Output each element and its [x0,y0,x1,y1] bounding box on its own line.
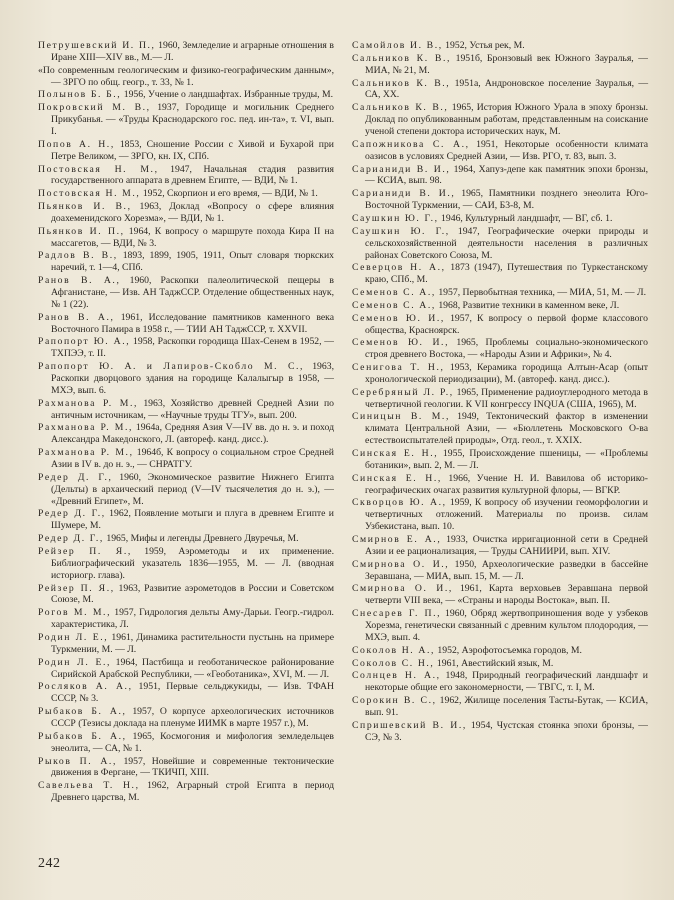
bibliography-entry [38,139,334,163]
entry-text: 1962, Жилище поселения Тасты-Бутак, — КСИА, вып. 91. [365,695,648,718]
bibliography-entry [352,53,648,77]
bibliography-entry [352,300,648,312]
bibliography-entry [38,780,334,804]
entry-text: 1951, Некоторые особенности климата оазисов в условиях Средней Азии, — Изв. РГО, т. 83, вып. 3. [365,138,648,162]
entry-author: Рейзер П. Я., [38,545,132,557]
entry-author: Родин Л. Е., [38,631,109,643]
entry-text: 1963, Развитие аэрометодов в России и Советском Союзе, М. [51,582,334,606]
entry-text: 1960, Обряд жертвоприношения воде у узбеков Хорезма, генетически связанный с древним культом плодородия, — МХЭ, вып. 4. [365,608,648,643]
entry-text: 1964, Хапуз-депе как памятник эпохи бронзы, — КСИА, вып. 98. [365,163,648,187]
entry-author: Рогов М. М., [38,607,112,619]
entry-text: 1951, Первые сельджукиды, — Изв. ТФАН СССР, № 3. [51,681,334,705]
bibliography-entry [352,583,648,607]
entry-text: 1952, Скорпион и его время, — ВДИ, № 1. [140,188,318,200]
entry-text: 1961, Карта верховьев Зеравшана первой четверти VIII века, — «Страны и народы Востока», вып. II. [365,583,648,607]
entry-author: Попов А. Н., [38,138,115,150]
entry-author: Полынов Б. Б., [38,89,122,101]
entry-author: Пьянков И. П., [38,225,125,237]
entry-author: Рахманова Р. М., [38,447,134,459]
entry-text: 1963, Хозяйство древней Средней Азии по античным источникам, — «Научные труды ТГУ», вып. 200. [51,397,334,421]
entry-author: Смирнова О. И., [352,583,453,595]
entry-author: Рыбаков Б. А., [38,706,127,718]
entry-text: 1965, Памятники позднего энеолита Юго-Восточной Туркмении, — САИ, Б3-8, М. [365,188,648,212]
entry-author: Ранов В. А., [38,275,121,287]
entry-text: 1961, Авестийский язык, М. [434,657,554,669]
bibliography-entry [38,533,334,545]
entry-author: Ранов В. А., [38,311,115,323]
bibliography-entry [38,632,334,656]
entry-text: 1952, Аэрофотосъемка городов, М. [435,644,582,656]
bibliography-entry [352,362,648,386]
entry-author: Солнцев Н. А., [352,670,441,682]
entry-author: Рапопорт Ю. А. и Лапиров-Скобло М. С., [38,361,305,373]
bibliography-entry [352,226,648,262]
left-column [38,40,334,805]
entry-text: 1968, Развитие техники в каменном веке, Л. [435,299,620,311]
bibliography-entry [38,657,334,681]
entry-author: Сальников К. В., [352,77,451,89]
entry-author: Синская Е. Н., [352,472,442,484]
bibliography-entry [352,534,648,558]
bibliography-entry [352,78,648,102]
entry-author: Семенов С. А., [352,287,436,299]
bibliography-entry [352,337,648,361]
entry-text: 1965, Проблемы социально-экономического строя древнего Востока, — «Народы Азии и Африки», № 4. [365,337,648,361]
bibliography-entry [38,731,334,755]
bibliography-entry [38,508,334,532]
entry-author: Родин Л. Е., [38,656,112,668]
entry-text: «По современным геологическим и физико-географическим данным», — ЗРГО по общ. геогр., т. 33, № 1. [38,64,334,88]
bibliography-entry [38,681,334,705]
entry-text: 1962, Появление мотыги и плуга в древнем Египте и Шумере, М. [51,508,334,532]
entry-text: 1952, Устья рек, М. [442,40,525,51]
bibliography-entry [352,645,648,657]
entry-author: Сальников К. В., [352,102,449,114]
entry-text: 1873 (1947), Путешествия по Туркестанскому краю, СПб., М. [365,262,649,286]
bibliography-entry [352,188,648,212]
entry-author: Сарианиди В. И., [352,188,456,200]
bibliography-entry [38,89,334,101]
entry-author: Самойлов И. В., [352,40,443,51]
entry-author: Серебряный Л. Р., [352,386,454,398]
bibliography-entry [352,695,648,719]
entry-text: 1949, Тектонический фактор в изменении климата Центральной Азии, — «Бюллетень Московского О-ва естествоиспытателей природы», Отд. геол., т. XXIX. [365,411,648,447]
entry-author: Сальников К. В., [352,52,452,64]
entry-author: Рыбаков Б. А., [38,730,127,742]
entry-author: Редер Д. Г., [38,508,106,520]
entry-text: 1933, Очистка ирригационной сети в Средней Азии и ее рационализация, — Труды САНИИРИ, вып. XIV. [365,534,648,557]
bibliography-entry [38,164,334,188]
entry-author: Радлов В. В., [38,250,118,262]
entry-author: Синская Е. Н., [352,448,439,460]
entry-author: Северцов Н. А., [352,262,446,274]
entry-text: 1965, Мифы и легенды Древнего Двуречья, М. [103,533,299,545]
entry-author: Постовская Н. М., [38,163,159,175]
bibliography-entry [38,275,334,311]
entry-text: 1946, Культурный ландшафт, — ВГ, сб. 1. [438,212,613,224]
entry-text: 1959, К вопросу об изучении геоморфологии и четвертичных отложений. Материалы по произв. силам Узбекистана, вып. 10. [365,497,648,533]
entry-author: Рейзер П. Я., [38,582,115,594]
bibliography-entry [352,102,648,138]
bibliography-entry [38,756,334,780]
entry-text: 1964, Пастбища и геоботаническое районирование Сирийской Арабской Республики, — «Геоботаника», XVI, М. — Л. [51,656,335,680]
right-column [352,40,648,744]
entry-text: 1951а, Андроновское поселение Зауралья, — СА, XX. [365,77,649,101]
entry-text: 1947, Географические очерки природы и сельскохозяйственной деятельности населения в различных районах Советского Союза, М. [365,225,649,261]
entry-author: Редер Д. Г., [38,533,104,545]
bibliography-entry [38,188,334,200]
entry-author: Петрушевский И. П., [38,40,156,51]
entry-text: 1957, Новейшие и современные тектонические движения в Фергане, — ТКИЧП, XIII. [51,755,334,779]
entry-author: Саушкин Ю. Г., [352,225,450,237]
entry-author: Семенов Ю. И., [352,312,445,324]
entry-text: 1948, Природный географический ландшафт и некоторые общие его закономерности, — ТВГС, т. I, М. [365,670,648,694]
bibliography-entry [352,473,648,497]
page-number: 242 [38,856,61,871]
bibliography-entry [38,201,334,225]
entry-text: 1893, 1899, 1905, 1911, Опыт словаря тюркских наречий, т. 1—4, СПб. [51,250,335,274]
bibliography-entry [352,608,648,644]
entry-text: 1964б, К вопросу о социальном строе Средней Азии в IV в. до н. э., — СНРАТГУ. [51,447,334,471]
bibliography-entry [352,497,648,533]
entry-author: Синицын В. М., [352,411,450,423]
bibliography-entry [352,313,648,337]
bibliography-entry [352,658,648,670]
bibliography-entry [352,164,648,188]
bibliography-entry [38,250,334,274]
bibliography-entry [352,287,648,299]
entry-text: 1957, Первобытная техника, — МИА, 51, М. — Л. [435,287,647,299]
entry-author: Сорокин В. С., [352,695,437,707]
entry-author: Покровский М. В., [38,102,151,114]
entry-author: Рахманова Р. М., [38,422,134,434]
entry-author: Смирнов Е. А., [352,534,442,546]
entry-author: Спришевский В. И., [352,719,467,731]
entry-text: 1958, Раскопки городища Шах-Сенем в 1952, — ТХПЭЭ, т. II. [51,336,334,360]
bibliography-entry [38,447,334,471]
entry-text: 1962, Аграрный строй Египта в период Древнего царства, М. [51,780,334,804]
bibliography-entry [38,706,334,730]
bibliography-entry [38,336,334,360]
bibliography-entry [38,422,334,446]
entry-text: 1957, Гидрология дельты Аму-Дарьи. Геогр.-гидрол. характеристика, Л. [51,607,334,631]
bibliography-entry [38,226,334,250]
entry-author: Рахманова Р. М., [38,397,138,409]
entry-author: Росляков А. А., [38,681,133,693]
bibliography-entry [38,607,334,631]
bibliography-entry [38,312,334,336]
entry-text: 1954, Чустская стоянка эпохи бронзы, — СЭ, № 3. [365,719,648,743]
entry-text: 1963, Раскопки дворцового здания на городище Калалыгыр в 1958, — МХЭ, вып. 6. [51,361,335,396]
entry-author: Скворцов Ю. А., [352,497,447,509]
entry-author: Рыков П. А., [38,755,117,767]
entry-text: 1950, Археологические разведки в бассейне Зеравшана, — МИА, вып. 15, М. — Л. [365,558,649,582]
entry-text: 1961, Динамика растительности пустынь на примере Туркмении, М. — Л. [51,631,334,655]
entry-text: 1959, Аэрометоды и их применение. Библиографический указатель 1836—1955, М. — Л. (вводная историогр. глава). [51,545,334,581]
bibliography-entry [352,670,648,694]
entry-text: 1964а, Средняя Азия V—IV вв. до н. э. и поход Александра Македонского, Л. (автореф. канд. дисс.). [51,422,334,446]
entry-text: 1953, Керамика городища Алтын-Асар (опыт хронологической периодизации), М. (автореф. канд. дисс.). [365,362,648,385]
bibliography-entry [352,262,648,286]
bibliography-entry [38,102,334,138]
entry-text: 1957, О корпусе археологических источников СССР (Тезисы доклада на пленуме ИИМК в марте 1957 г.), М. [51,706,334,729]
entry-author: Семенов Ю. И., [352,337,450,349]
bibliography-entry [38,361,334,397]
entry-author: Соколов С. Н., [352,657,435,669]
entry-author: Саушкин Ю. Г., [352,212,439,224]
entry-author: Редер Д. Г., [38,471,113,483]
entry-author: Сарианиди В. И., [352,163,451,175]
entry-author: Савельева Т. Н., [38,780,140,792]
entry-text: 1961, Исследование памятников каменного века Восточного Памира в 1958 г., — ТИИ АН ТаджССР, т. XXVII. [51,311,334,335]
entry-text: 1960, Экономическое развитие Нижнего Египта (Дельты) в архаический период (V—IV тысячелетия до н. э.), — «Древний Египет», М. [51,471,335,507]
entry-text: 1965, Применение радиоуглеродного метода в четвертичной геологии. К VII конгрессу INQUA (США, 1965), М. [365,386,649,410]
entry-author: Рапопорт Ю. А., [38,336,131,348]
bibliography-entry [352,720,648,744]
entry-text: 1965, История Южного Урала в эпоху бронзы. Доклад по опубликованным работам, представленным на соискание ученой степени доктора исторических наук, М. [365,102,648,138]
entry-text: 1955, Происхождение пшеницы, — «Проблемы ботаники», вып. 2, М. — Л. [365,448,649,471]
entry-text: 1966, Учение Н. И. Вавилова об историко-географических очагах развития культурной флоры, — ВГКР. [365,472,648,496]
bibliography-entry [38,65,334,89]
entry-text: 1960, Раскопки палеолитической пещеры в Афганистане, — Изв. АН ТаджССР. Отделение общественных наук, № 1 (22). [51,275,334,310]
entry-text: 1947, Начальная стадия развития государственного аппарата в древнем Египте, — ВДИ, № 1. [51,163,335,187]
entry-text: 1937, Городище и могильник Среднего Прикубанья. — «Труды Краснодарского гос. пед. ин-та», т. VI, вып. I. [51,102,334,138]
bibliography-entry [352,411,648,447]
bibliography-entry [38,583,334,607]
entry-author: Смирнова О. И., [352,558,450,570]
bibliography-entry [38,398,334,422]
entry-text: 1951б, Бронзовый век Южного Зауралья, — МИА, № 21, М. [365,52,648,76]
bibliography-entry [38,546,334,582]
bibliography-entry [352,139,648,163]
entry-author: Постовская Н. М., [38,188,141,200]
entry-text: 1963, Доклад «Вопросу о сфере влияния доахеменидского Хорезма», — ВДИ, № 1. [51,201,335,224]
bibliography-entry [352,448,648,472]
entry-text: 1960, Земледелие и аграрные отношения в Иране XIII—XIV вв., М.— Л. [51,40,334,63]
bibliography-entry [352,387,648,411]
bibliography-entry [38,472,334,508]
entry-text: 1964, К вопросу о маршруте похода Кира II на массагетов, — ВДИ, № 3. [51,225,334,249]
entry-text: 1957, К вопросу о первой форме классового общества, Красноярск. [365,312,649,336]
entry-author: Снесарев Г. П., [352,608,442,620]
entry-author: Пьянков И. В., [38,201,132,213]
entry-text: 1956, Учение о ландшафтах. Избранные труды, М. [121,89,334,101]
bibliography-entry [352,213,648,225]
entry-author: Сапожникова С. А., [352,138,470,150]
entry-author: Соколов Н. А., [352,644,435,656]
entry-text: 1965, Космогония и мифология земледельцев энеолита, — СА, № 1. [51,730,334,754]
entry-author: Семенов С. А., [352,299,436,311]
bibliography-entry [352,40,648,52]
entry-text: 1853, Сношение России с Хивой и Бухарой при Петре Великом, — ЗРГО, кн. IX, СПб. [51,138,334,162]
bibliography-entry [352,559,648,583]
bibliography-entry [38,40,334,64]
entry-author: Сенигова Т. Н., [352,362,445,374]
